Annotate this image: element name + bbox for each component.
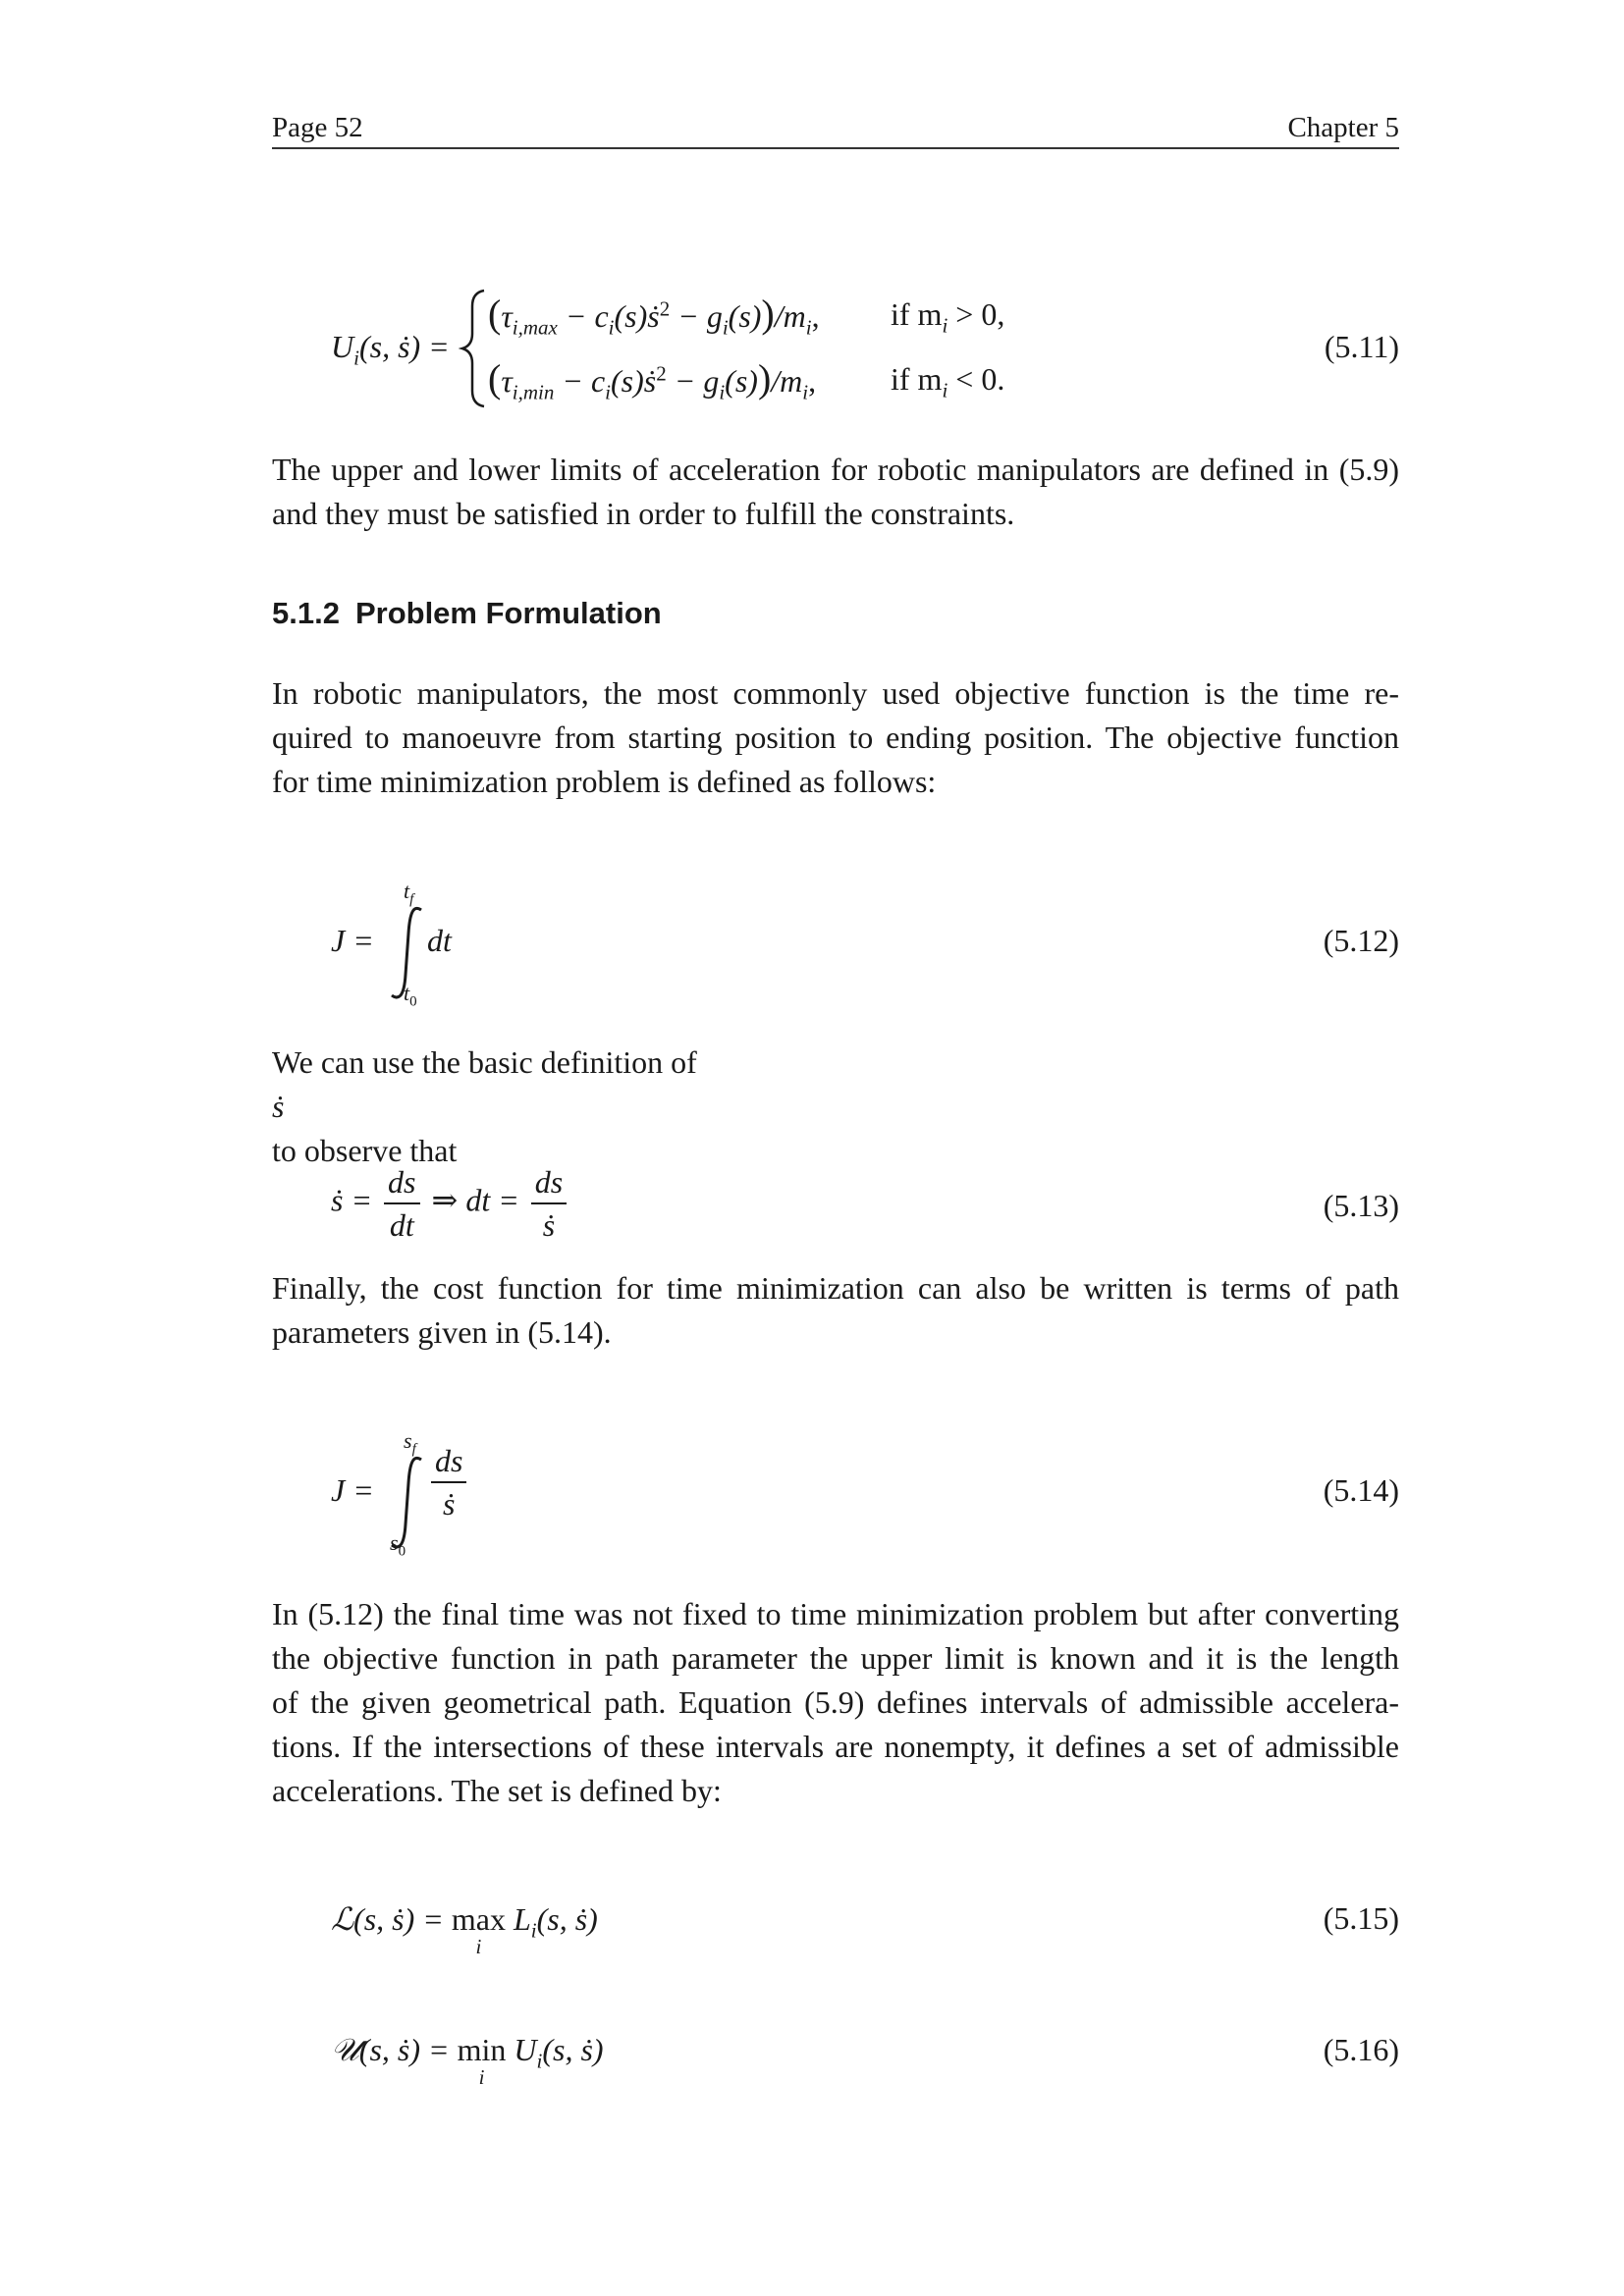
equation-number: (5.13) <box>1323 1188 1399 1223</box>
eq-5-14-lhs: J = <box>331 1472 374 1508</box>
equation-5-14 <box>272 1428 1399 1566</box>
min-operator: min i <box>457 2032 507 2089</box>
paragraph: In robotic manipulators, the most commonly used objective function is the time re- quired to manoeuvre from starting position to ending position. The objective function for time minimization problem is defined as follows: <box>272 675 1399 799</box>
page-number: Page 52 <box>272 112 363 143</box>
integral-lower-limit: $s_0$ <box>390 1530 406 1560</box>
equation-5-13 <box>272 1158 1399 1247</box>
running-header <box>272 108 1399 149</box>
eq-5-11-cond-1: if $m_i > 0$, <box>891 296 1005 338</box>
max-operator: max i <box>451 1901 506 1958</box>
paragraph: Finally, the cost function for time minimization can also be written is terms of path parameters given in (5.14). <box>272 1270 1399 1350</box>
section-heading: 5.1.2 Problem Formulation <box>272 596 662 630</box>
fraction: $\frac{ds}{dt}$ <box>384 1163 419 1244</box>
integral-lower-limit: $t_0$ <box>404 981 417 1010</box>
eq-5-11-lhs: $U_i(s$, ṡ) = <box>331 329 450 370</box>
eq-5-11-case-2: ($\tau_{i,min}$ − $c_i(s)ṡ^2 - g_i(s))/m_i$, <box>488 356 817 404</box>
eq-5-13-body: ṡ = $\frac{ds}{dt}$ ⇒ dt = $\frac{ds}{\text{ṡ}}$ <box>331 1163 570 1244</box>
equation-5-15 <box>272 1895 1399 1963</box>
cases-brace <box>459 289 488 408</box>
eq-5-12-lhs: J = <box>331 923 374 958</box>
integral-upper-limit: $s_f$ <box>404 1428 416 1458</box>
eq-5-16-body: 𝒰(s, ṡ) = min i $U_i(s$, ṡ) <box>331 2032 604 2089</box>
eq-5-11-case-1: ($\tau_{i,max}$ − $c_i(s)ṡ^2 - g_i(s))/m_i$, <box>488 292 820 340</box>
fraction: $\frac{ds}{\text{ṡ}}$ <box>531 1163 567 1244</box>
eq-5-15-body: ℒ(s, ṡ) = max i $L_i(s$, ṡ) <box>331 1901 598 1958</box>
equation-5-11 <box>272 285 1399 412</box>
integrand <box>427 1442 470 1522</box>
equation-number: (5.12) <box>1323 923 1399 958</box>
fraction: $\frac{ds}{\text{ṡ}}$ <box>431 1442 466 1522</box>
chapter-label: Chapter 5 <box>1287 112 1399 143</box>
integrand: dt <box>427 923 452 958</box>
equation-number: (5.11) <box>1324 329 1399 364</box>
paragraph: In (5.12) the final time was not fixed to time minimization problem but after converting the objective function in path parameter the upper limit is known and it is the length of the given geometrical path. Equation (5.9) defines intervals of admissible accelera- tions. If the intersections of these intervals are nonempty, it defines a set of admissible accelerations. The set is defined by: <box>272 1596 1399 1808</box>
equation-5-12 <box>272 879 1399 1016</box>
equation-number: (5.16) <box>1323 2032 1399 2067</box>
paragraph: We can use the basic definition of ṡ to observe that <box>272 1044 697 1168</box>
equation-number: (5.15) <box>1323 1900 1399 1936</box>
integral-upper-limit: $t_f$ <box>404 879 414 908</box>
paragraph: The upper and lower limits of acceleration for robotic manipulators are defined in (5.9) and they must be satisfied in order to fulfill the constraints. <box>272 452 1399 531</box>
equation-5-16 <box>272 2026 1399 2095</box>
eq-5-11-cond-2: if $m_i < 0$. <box>891 361 1005 402</box>
equation-number: (5.14) <box>1323 1472 1399 1508</box>
